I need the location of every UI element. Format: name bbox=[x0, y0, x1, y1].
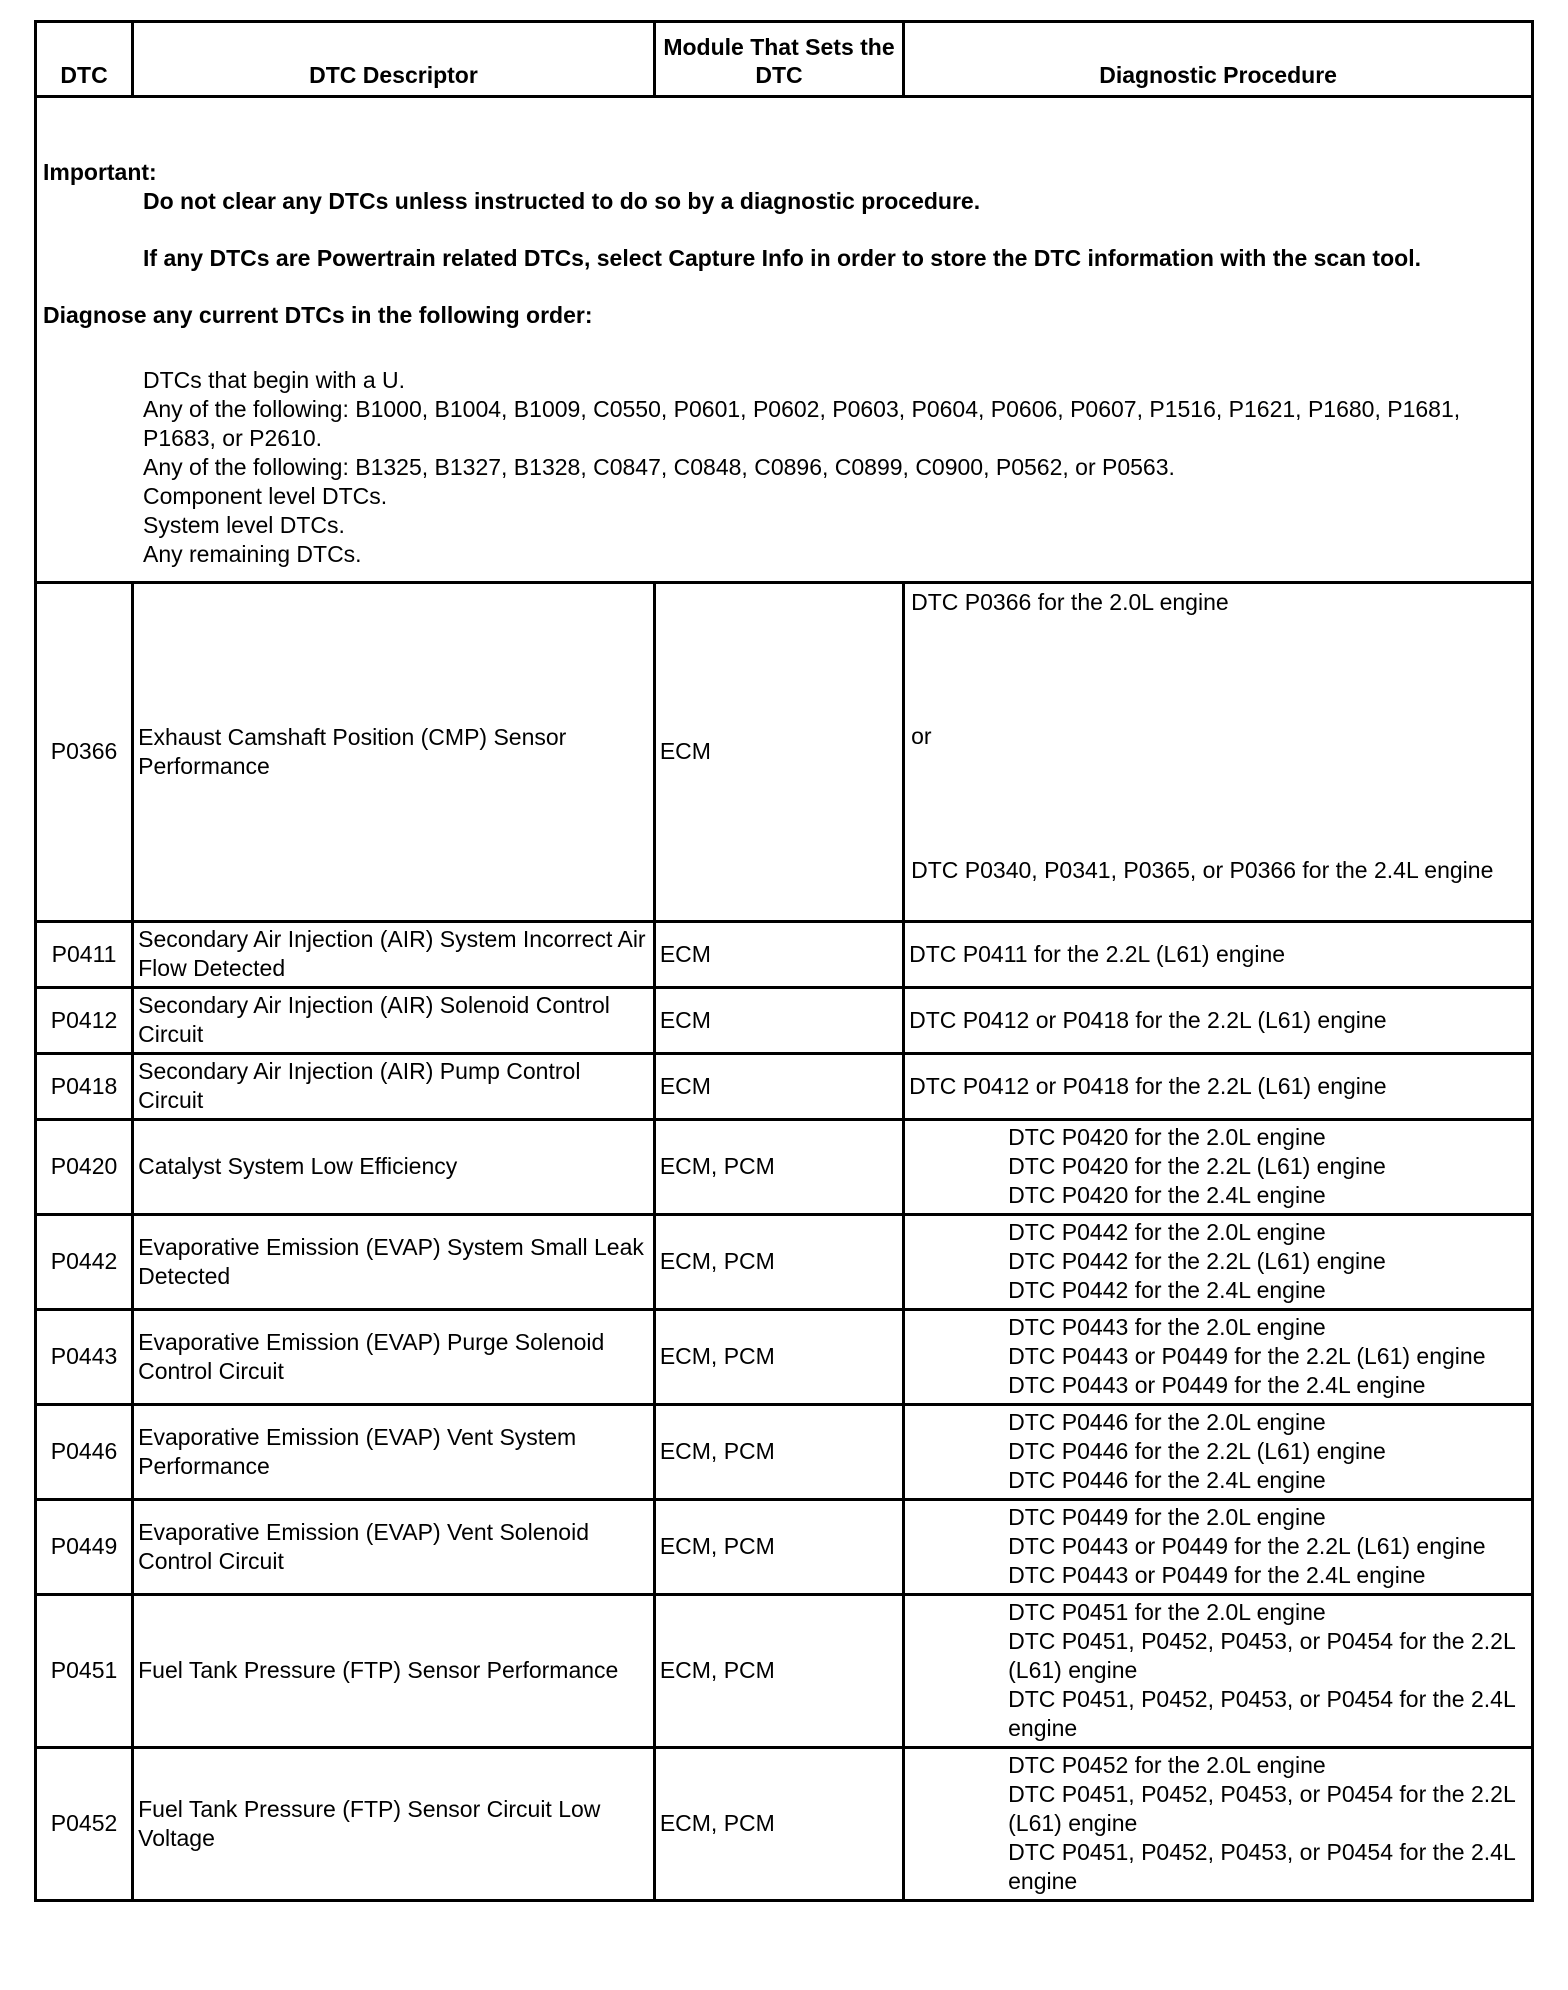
dtc-descriptor: Evaporative Emission (EVAP) Vent Solenoid Control Circuit bbox=[133, 1500, 655, 1595]
dtc-procedure bbox=[904, 583, 1533, 922]
dtc-module: ECM, PCM bbox=[654, 1215, 903, 1310]
table-row bbox=[36, 1595, 1533, 1748]
procedure-link[interactable]: DTC P0451, P0452, P0453, or P0454 for the 2.2L (L61) engine bbox=[1008, 1781, 1515, 1836]
procedure-link[interactable]: DTC P0442 for the 2.2L (L61) engine bbox=[1008, 1248, 1386, 1274]
dtc-procedure bbox=[904, 1120, 1533, 1215]
table-row bbox=[36, 1310, 1533, 1405]
dtc-code: P0442 bbox=[36, 1215, 133, 1310]
dtc-code: P0449 bbox=[36, 1500, 133, 1595]
procedure-link[interactable]: DTC P0451 for the 2.0L engine bbox=[1008, 1599, 1326, 1625]
dtc-procedure bbox=[904, 988, 1533, 1054]
dtc-descriptor: Evaporative Emission (EVAP) System Small Leak Detected bbox=[133, 1215, 655, 1310]
dtc-code: P0452 bbox=[36, 1748, 133, 1901]
procedure-link[interactable]: DTC P0420 for the 2.4L engine bbox=[1008, 1182, 1326, 1208]
dtc-code: P0412 bbox=[36, 988, 133, 1054]
order-item: Component level DTCs. bbox=[143, 483, 388, 509]
dtc-module: ECM bbox=[654, 583, 903, 922]
dtc-code: P0420 bbox=[36, 1120, 133, 1215]
procedure-link[interactable]: DTC P0449 for the 2.0L engine bbox=[1008, 1504, 1326, 1530]
header-procedure: Diagnostic Procedure bbox=[904, 22, 1533, 97]
procedure-link[interactable]: DTC P0446 for the 2.4L engine bbox=[1008, 1467, 1326, 1493]
dtc-procedure bbox=[904, 1595, 1533, 1748]
dtc-procedure bbox=[904, 1748, 1533, 1901]
order-item: Any remaining DTCs. bbox=[143, 541, 362, 567]
dtc-module: ECM, PCM bbox=[654, 1500, 903, 1595]
order-item: Any of the following: B1000, B1004, B1009, C0550, P0601, P0602, P0603, P0604, P0606, P0607, P1516, P1621, P1680, P1681, P1683, or P2610. bbox=[143, 396, 1461, 451]
order-heading: Diagnose any current DTCs in the following order: bbox=[43, 302, 593, 328]
procedure-link[interactable]: DTC P0442 for the 2.0L engine bbox=[1008, 1219, 1326, 1245]
order-item: Any of the following: B1325, B1327, B1328, C0847, C0848, C0896, C0899, C0900, P0562, or P0563. bbox=[143, 454, 1175, 480]
dtc-module: ECM bbox=[654, 922, 903, 988]
dtc-procedure bbox=[904, 922, 1533, 988]
procedure-text: or bbox=[911, 723, 932, 749]
table-row bbox=[36, 1054, 1533, 1120]
header-dtc: DTC bbox=[36, 22, 133, 97]
important-line-1: Do not clear any DTCs unless instructed to do so by a diagnostic procedure. bbox=[143, 188, 981, 214]
procedure-link[interactable]: DTC P0451, P0452, P0453, or P0454 for the 2.4L engine bbox=[1008, 1686, 1515, 1741]
dtc-code: P0366 bbox=[36, 583, 133, 922]
procedure-link[interactable]: DTC P0412 or P0418 for the 2.2L (L61) engine bbox=[909, 1006, 1387, 1033]
procedure-link[interactable]: DTC P0411 for the 2.2L (L61) engine bbox=[909, 940, 1286, 967]
table-row bbox=[36, 1748, 1533, 1901]
table-row bbox=[36, 1215, 1533, 1310]
dtc-procedure bbox=[904, 1215, 1533, 1310]
dtc-procedure bbox=[904, 1405, 1533, 1500]
procedure-link[interactable]: DTC P0443 for the 2.0L engine bbox=[1008, 1314, 1326, 1340]
dtc-code: P0451 bbox=[36, 1595, 133, 1748]
procedure-link[interactable]: DTC P0412 or P0418 for the 2.2L (L61) engine bbox=[909, 1072, 1387, 1099]
dtc-code: P0443 bbox=[36, 1310, 133, 1405]
dtc-descriptor: Fuel Tank Pressure (FTP) Sensor Circuit Low Voltage bbox=[133, 1748, 655, 1901]
procedure-link[interactable]: DTC P0446 for the 2.2L (L61) engine bbox=[1008, 1438, 1386, 1464]
dtc-descriptor: Evaporative Emission (EVAP) Purge Solenoid Control Circuit bbox=[133, 1310, 655, 1405]
dtc-module: ECM, PCM bbox=[654, 1748, 903, 1901]
procedure-link[interactable]: DTC P0443 or P0449 for the 2.4L engine bbox=[1008, 1562, 1426, 1588]
dtc-module: ECM, PCM bbox=[654, 1595, 903, 1748]
dtc-descriptor: Catalyst System Low Efficiency bbox=[133, 1120, 655, 1215]
dtc-code: P0411 bbox=[36, 922, 133, 988]
dtc-module: ECM bbox=[654, 1054, 903, 1120]
dtc-descriptor: Evaporative Emission (EVAP) Vent System Performance bbox=[133, 1405, 655, 1500]
important-row bbox=[36, 97, 1533, 583]
dtc-descriptor: Secondary Air Injection (AIR) Solenoid Control Circuit bbox=[133, 988, 655, 1054]
dtc-table-sheet bbox=[34, 20, 1534, 1902]
dtc-descriptor: Exhaust Camshaft Position (CMP) Sensor Performance bbox=[133, 583, 655, 922]
dtc-module: ECM bbox=[654, 988, 903, 1054]
dtc-module: ECM, PCM bbox=[654, 1120, 903, 1215]
table-row bbox=[36, 988, 1533, 1054]
dtc-procedure bbox=[904, 1500, 1533, 1595]
header-row bbox=[36, 22, 1533, 97]
procedure-link[interactable]: DTC P0420 for the 2.0L engine bbox=[1008, 1124, 1326, 1150]
table-row bbox=[36, 583, 1533, 922]
dtc-procedure bbox=[904, 1310, 1533, 1405]
procedure-link[interactable]: DTC P0420 for the 2.2L (L61) engine bbox=[1008, 1153, 1386, 1179]
table-row bbox=[36, 1500, 1533, 1595]
procedure-link[interactable]: DTC P0340, P0341, P0365, or P0366 for the 2.4L engine bbox=[911, 857, 1494, 883]
procedure-link[interactable]: DTC P0443 or P0449 for the 2.4L engine bbox=[1008, 1372, 1426, 1398]
dtc-code: P0446 bbox=[36, 1405, 133, 1500]
dtc-module: ECM, PCM bbox=[654, 1310, 903, 1405]
dtc-descriptor: Fuel Tank Pressure (FTP) Sensor Performance bbox=[133, 1595, 655, 1748]
header-module: Module That Sets the DTC bbox=[654, 22, 903, 97]
dtc-descriptor: Secondary Air Injection (AIR) Pump Control Circuit bbox=[133, 1054, 655, 1120]
important-note bbox=[36, 97, 1533, 583]
procedure-link[interactable]: DTC P0452 for the 2.0L engine bbox=[1008, 1752, 1326, 1778]
procedure-link[interactable]: DTC P0443 or P0449 for the 2.2L (L61) engine bbox=[1008, 1533, 1486, 1559]
header-descriptor: DTC Descriptor bbox=[133, 22, 655, 97]
important-label: Important: bbox=[43, 159, 157, 185]
procedure-link[interactable]: DTC P0446 for the 2.0L engine bbox=[1008, 1409, 1326, 1435]
procedure-link[interactable]: DTC P0451, P0452, P0453, or P0454 for the 2.2L (L61) engine bbox=[1008, 1628, 1515, 1683]
procedure-link[interactable]: DTC P0443 or P0449 for the 2.2L (L61) engine bbox=[1008, 1343, 1486, 1369]
procedure-link[interactable]: DTC P0442 for the 2.4L engine bbox=[1008, 1277, 1326, 1303]
procedure-link[interactable]: DTC P0366 for the 2.0L engine bbox=[911, 589, 1229, 615]
dtc-descriptor: Secondary Air Injection (AIR) System Incorrect Air Flow Detected bbox=[133, 922, 655, 988]
dtc-table bbox=[34, 20, 1534, 1902]
table-row bbox=[36, 1120, 1533, 1215]
table-row bbox=[36, 1405, 1533, 1500]
dtc-code: P0418 bbox=[36, 1054, 133, 1120]
dtc-procedure bbox=[904, 1054, 1533, 1120]
table-row bbox=[36, 922, 1533, 988]
procedure-link[interactable]: DTC P0451, P0452, P0453, or P0454 for the 2.4L engine bbox=[1008, 1839, 1515, 1894]
dtc-module: ECM, PCM bbox=[654, 1405, 903, 1500]
order-item: System level DTCs. bbox=[143, 512, 345, 538]
important-line-2: If any DTCs are Powertrain related DTCs, select Capture Info in order to store the DTC information with the scan tool. bbox=[143, 245, 1421, 271]
order-item: DTCs that begin with a U. bbox=[143, 367, 406, 393]
